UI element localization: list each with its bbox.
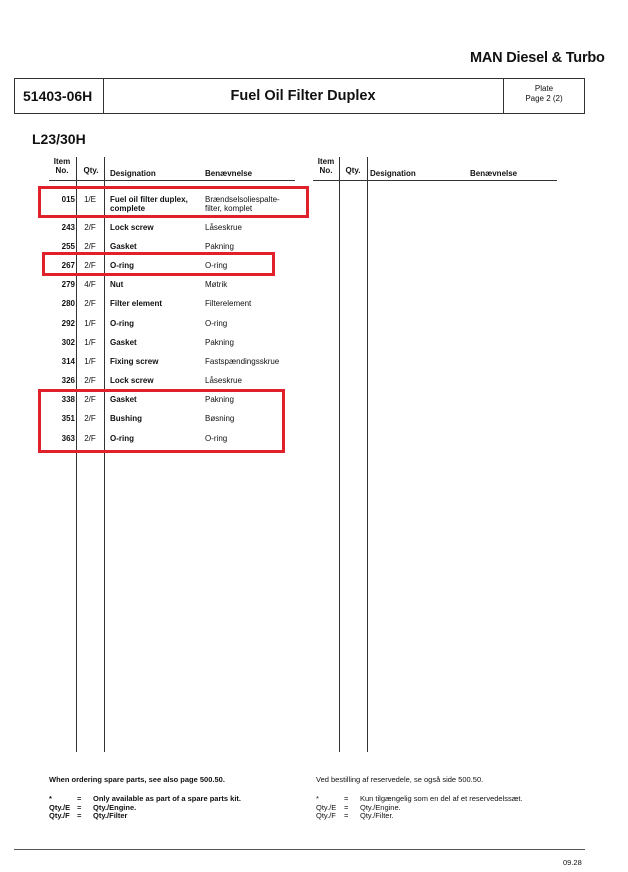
- column-divider: [339, 157, 340, 752]
- column-header-item-line: No.: [55, 166, 69, 175]
- footnote-equals: =: [344, 802, 349, 812]
- designation-line: Fuel oil filter duplex,: [110, 195, 188, 204]
- designation-line: complete: [110, 204, 146, 213]
- quantity: 2/F: [84, 414, 96, 423]
- ordering-note-en: When ordering spare parts, see also page 500.50.: [49, 775, 225, 784]
- item-number: 279: [61, 280, 75, 289]
- brand-name: MAN Diesel & Turbo: [470, 50, 605, 66]
- footnote-equals: =: [77, 811, 82, 820]
- column-header-item-line: Item: [317, 157, 335, 166]
- column-header-item-no-right: [313, 157, 339, 175]
- designation-line: O-ring: [110, 261, 134, 270]
- designation-line: Gasket: [110, 395, 137, 404]
- column-header-benaevnelse: Benævnelse: [205, 169, 253, 178]
- benaevnelse-line: O-ring: [205, 261, 228, 270]
- plate-info: [503, 84, 585, 104]
- designation: [110, 357, 204, 366]
- benaevnelse-line: Pakning: [205, 242, 234, 251]
- column-header-benaevnelse-right: Benævnelse: [470, 169, 518, 178]
- designation: [110, 242, 204, 251]
- footnotes-da: [316, 795, 576, 821]
- benaevnelse-line: Låseskrue: [205, 376, 242, 385]
- quantity: 1/F: [84, 319, 96, 328]
- column-header-item-line: Item: [53, 157, 71, 166]
- quantity: 2/F: [84, 242, 96, 251]
- quantity: 1/F: [84, 357, 96, 366]
- item-number: 267: [61, 261, 75, 270]
- benaevnelse: [205, 376, 301, 385]
- column-header-item-line: No.: [319, 166, 333, 175]
- item-number: 326: [61, 376, 75, 385]
- designation-line: Gasket: [110, 338, 137, 347]
- designation-line: Filter element: [110, 299, 163, 308]
- benaevnelse-line: Filterelement: [205, 299, 252, 308]
- item-number: 314: [61, 357, 75, 366]
- benaevnelse-line: Pakning: [205, 395, 234, 404]
- highlight-box: [38, 186, 309, 218]
- designation: [110, 299, 204, 308]
- designation-line: O-ring: [110, 319, 134, 328]
- footnote-text: Qty./Filter.: [360, 811, 394, 820]
- quantity: 1/F: [84, 338, 96, 347]
- plate-page: Page 2 (2): [525, 94, 563, 103]
- designation: [110, 319, 204, 328]
- benaevnelse-line: Låseskrue: [205, 223, 242, 232]
- engine-type-title: L23/30H: [32, 131, 86, 147]
- designation-line: O-ring: [110, 434, 134, 443]
- footnote-symbol: Qty./F: [316, 811, 336, 820]
- item-number: 015: [61, 195, 75, 204]
- benaevnelse: [205, 280, 301, 289]
- table-header-rule: [313, 180, 557, 181]
- benaevnelse: [205, 223, 301, 232]
- item-number: 255: [61, 242, 75, 251]
- footnote-row: [49, 812, 309, 821]
- highlight-box: [42, 252, 275, 276]
- designation-line: Nut: [110, 280, 124, 289]
- benaevnelse-line: Pakning: [205, 338, 234, 347]
- footnote-equals: =: [344, 794, 349, 803]
- benaevnelse-line: Fastspændingsskrue: [205, 357, 280, 366]
- benaevnelse: [205, 357, 301, 366]
- quantity: 2/F: [84, 395, 96, 404]
- designation-line: Bushing: [110, 414, 142, 423]
- quantity: 4/F: [84, 280, 96, 289]
- benaevnelse-line: Brændselsoliespalte-: [205, 195, 280, 204]
- benaevnelse: [205, 242, 301, 251]
- quantity: 2/F: [84, 299, 96, 308]
- footnote-symbol: Qty./E: [316, 802, 337, 812]
- item-number: 292: [61, 319, 75, 328]
- footnote-text: Qty./Engine.: [93, 802, 137, 812]
- footnote-text: Qty./Engine.: [360, 802, 401, 812]
- quantity: 2/F: [84, 261, 96, 270]
- footnote-equals: =: [344, 811, 349, 820]
- column-header-qty-right: Qty.: [345, 166, 361, 175]
- plate-label: Plate: [534, 84, 554, 93]
- footnote-row: [49, 795, 309, 804]
- footnote-symbol: *: [49, 794, 52, 803]
- designation: [110, 223, 204, 232]
- footnote-equals: =: [77, 794, 82, 803]
- document-number: 51403-06H: [23, 88, 93, 104]
- document-title: Fuel Oil Filter Duplex: [230, 88, 376, 104]
- designation-line: Lock screw: [110, 376, 154, 385]
- benaevnelse-line: Bøsning: [205, 414, 235, 423]
- footer-rule: [14, 849, 585, 850]
- highlight-box: [38, 389, 285, 453]
- designation: [110, 338, 204, 347]
- column-divider: [367, 157, 368, 752]
- item-number: 302: [61, 338, 75, 347]
- footnote-symbol: *: [316, 794, 319, 803]
- benaevnelse: [205, 338, 301, 347]
- footnote-symbol: Qty./F: [49, 811, 70, 820]
- footnote-equals: =: [77, 802, 82, 812]
- benaevnelse-line: O-ring: [205, 319, 228, 328]
- designation-line: Gasket: [110, 242, 137, 251]
- item-number: 351: [61, 414, 75, 423]
- footnote-row: [316, 804, 576, 813]
- quantity: 2/F: [84, 376, 96, 385]
- designation: [110, 376, 204, 385]
- item-number: 338: [61, 395, 75, 404]
- benaevnelse-line: Møtrik: [205, 280, 228, 289]
- column-divider: [104, 157, 105, 752]
- quantity: 1/E: [83, 195, 96, 204]
- item-number: 243: [61, 223, 75, 232]
- footnote-text: Qty./Filter: [93, 811, 128, 820]
- footnote-text: Only available as part of a spare parts kit.: [93, 794, 241, 803]
- benaevnelse-line: O-ring: [205, 434, 228, 443]
- footnote-text: Kun tilgængelig som en del af et reservedelssæt.: [360, 794, 523, 803]
- footnote-symbol: Qty./E: [49, 802, 71, 812]
- footnotes-en: [49, 795, 309, 821]
- quantity: 2/F: [84, 434, 96, 443]
- benaevnelse: [205, 319, 301, 328]
- benaevnelse-line: filter, komplet: [205, 204, 253, 213]
- issue-date: 09.28: [563, 858, 582, 867]
- ordering-note-da: Ved bestilling af reservedele, se også side 500.50.: [316, 775, 484, 784]
- column-header-designation: Designation: [110, 169, 156, 178]
- item-number: 363: [61, 434, 75, 443]
- benaevnelse: [205, 299, 301, 308]
- designation-line: Fixing screw: [110, 357, 159, 366]
- column-header-designation-right: Designation: [370, 169, 416, 178]
- footnote-row: [316, 795, 576, 804]
- quantity: 2/F: [84, 223, 96, 232]
- column-header-item-no: [49, 157, 75, 175]
- item-number: 280: [61, 299, 75, 308]
- footnote-row: [49, 804, 309, 813]
- document-header: [14, 78, 585, 114]
- footnote-row: [316, 812, 576, 821]
- designation-line: Lock screw: [110, 223, 154, 232]
- designation: [110, 280, 204, 289]
- column-header-qty: Qty.: [83, 166, 99, 175]
- table-header-rule: [49, 180, 295, 181]
